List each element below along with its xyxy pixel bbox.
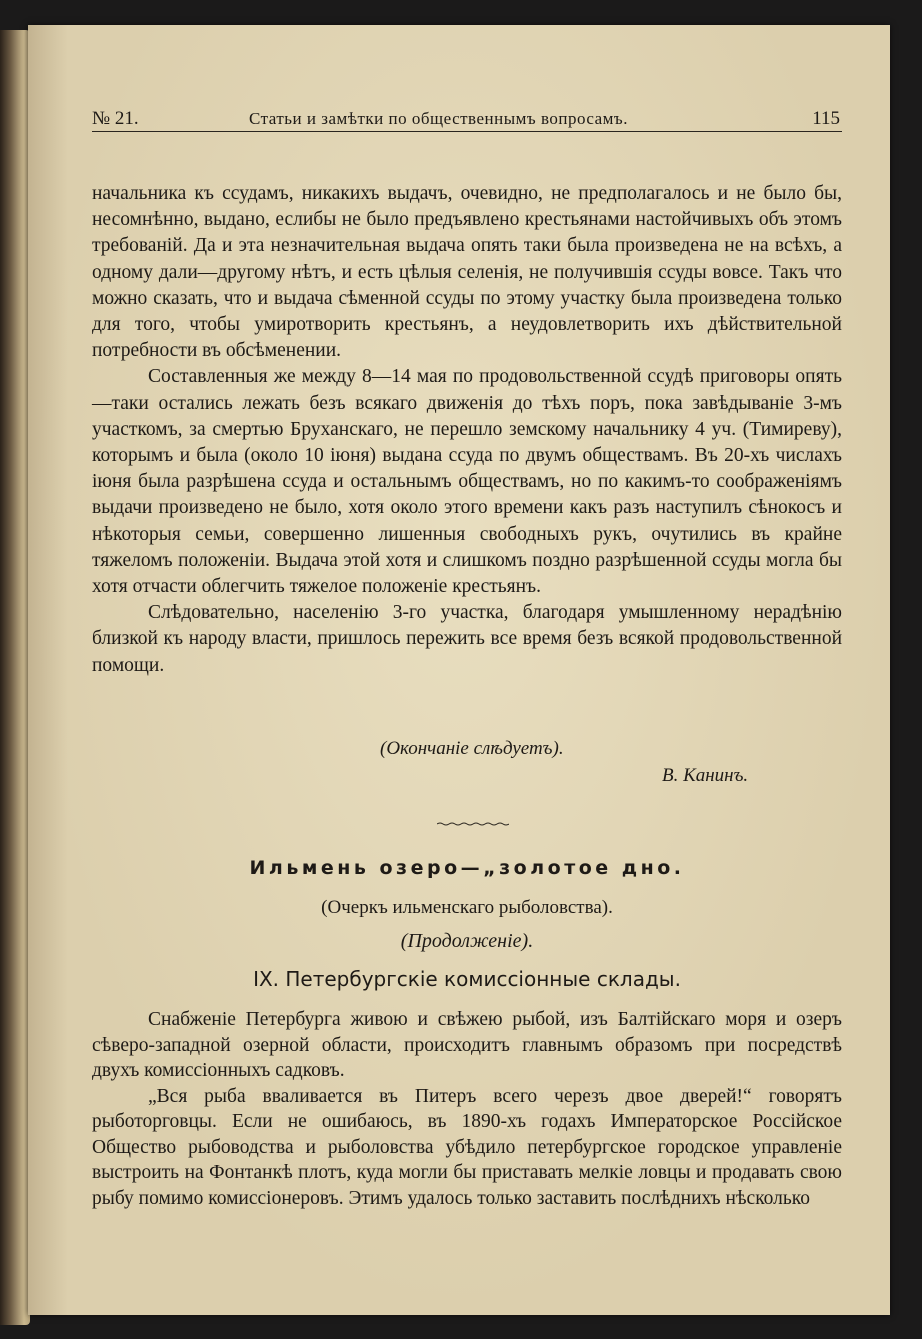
- paragraph: начальника къ ссудамъ, никакихъ выдачъ, очевидно, не предполагалось и не было бы, несомнѣнно, выдано, еслибы не было предъявлено крестьянами настойчивыхъ объ этомъ требованій. Да и эта незначительная выдача опять таки была произведена не на всѣхъ, а одному дали—другому нѣтъ, и есть цѣлыя селенія, не получившія ссуды вовсе. Такъ что можно сказать, что и выдача сѣменной ссуды по этому участку была произведена только для того, чтобы умиротворить крестьянъ, а неудовлетворить ихъ дѣйствительной потребности въ обсѣменении.: [92, 183, 842, 362]
- article-subtitle: (Очеркъ ильменскаго рыболовства).: [321, 897, 613, 918]
- article-two-body: [92, 1007, 842, 1211]
- paragraph: Снабженіе Петербурга живою и свѣжею рыбой, изъ Балтійскаго моря и озеръ сѣверо-западной озерной области, происходитъ главнымъ образомъ при посредствѣ двухъ комиссіонныхъ садковъ.: [92, 1009, 842, 1081]
- book-page: [28, 25, 890, 1315]
- running-title: Статьи и замѣтки по общественнымъ вопросамъ.: [249, 109, 628, 128]
- section-divider: [437, 822, 509, 826]
- running-header: [92, 107, 842, 132]
- article-title: Ильмень озеро—„золотое дно.: [249, 857, 685, 879]
- paragraph: „Вся рыба вваливается въ Питеръ всего черезъ двое дверей!“ говорятъ рыботорговцы. Если не ошибаюсь, въ 1890-хъ годахъ Императорское Россійское Общество рыбоводства и рыболовства убѣдило петербургское городское управленіе выстроить на Фонтанкѣ плотъ, куда могли бы приставать мелкіе ловцы и продавать свою рыбу помимо комиссіонеровъ. Этимъ удалось только заставить послѣднихъ нѣсколько: [92, 1085, 842, 1209]
- ending-note: (Окончаніе слѣдуетъ).: [380, 738, 564, 759]
- paragraph: Составленныя же между 8—14 мая по продовольственной ссудѣ приговоры опять—таки остались лежать безъ всякаго движенія до тѣхъ поръ, пока завѣдываніе 3-мъ участкомъ, за смертью Бруханскаго, не перешло земскому начальнику 4 уч. (Тимиреву), которымъ и была (около 10 іюня) выдана ссуда по двумъ обществамъ. Въ 20-хъ числахъ іюня была разрѣшена ссуда и остальнымъ обществамъ, но по какимъ-то соображеніямъ выдачи произведено не было, хотя около этого времени какъ разъ наступилъ сѣнокосъ и нѣкоторыя семьи, совершенно лишенныя свободныхъ рукъ, очутились въ крайне тяжеломъ положеніи. Выдача этой хотя и слишкомъ поздно разрѣшенной ссуды могла бы хотя отчасти облегчить тяжелое положеніе крестьянъ.: [92, 366, 842, 598]
- page-number: 115: [812, 108, 840, 129]
- continuation-note: (Продолженіе).: [400, 930, 534, 952]
- section-heading: IX. Петербургскіе комиссіонные склады.: [253, 967, 681, 991]
- author-signature: В. Канинъ.: [662, 765, 749, 786]
- article-one-body: [92, 181, 842, 679]
- previous-page-edge: [0, 30, 30, 1325]
- issue-number: № 21.: [92, 108, 139, 129]
- paragraph: Слѣдовательно, населенію 3-го участка, благодаря умышленному нерадѣнію близкой къ народу власти, пришлось пережить все время безъ всякой продовольственной помощи.: [92, 602, 842, 676]
